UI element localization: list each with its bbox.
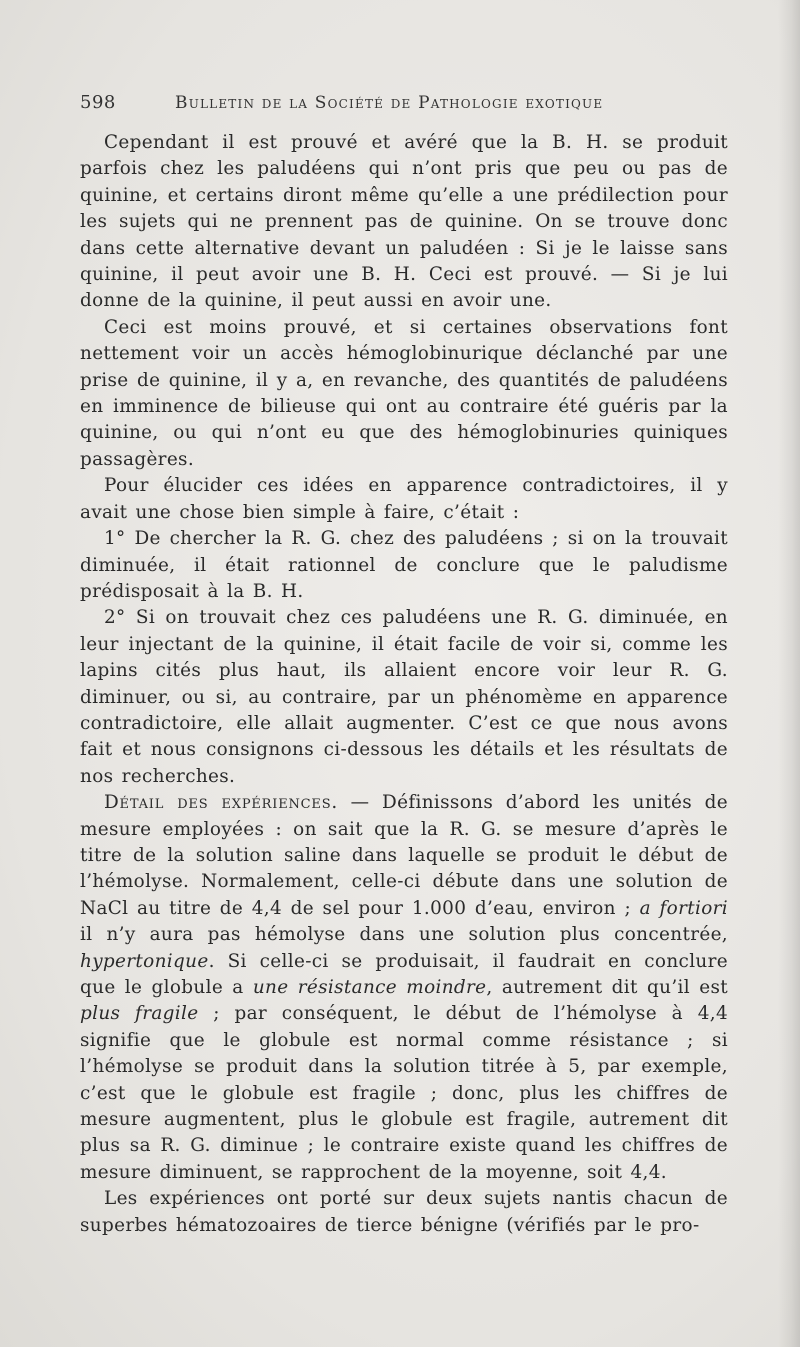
- text-segment: , autrement dit qu’il est: [486, 977, 728, 998]
- text-segment: 2° Si on trouvait chez ces paludéens une R. G. diminuée, en leur injectant de la quinine, il était facile de voir si, comme les lapins cités plus haut, ils allaient encore voir leur R. G. diminuer, ou si, au contraire, par un phénomème en apparence contradictoire, elle allait augmenter. C’est ce que nous avons fait et nous consignons ci-dessous les détails et les résultats de nos recherches.: [80, 607, 728, 787]
- section-heading: Détail des expériences.: [104, 792, 339, 814]
- paragraph: [80, 130, 728, 315]
- body-text: [80, 130, 728, 1239]
- text-segment: Les expériences ont porté sur deux sujets nantis chacun de superbes hématozoaires de tierce bénigne (vérifiés par le pro-: [80, 1188, 728, 1236]
- paragraph: [80, 315, 728, 473]
- italic-text: plus fragile: [80, 1003, 199, 1025]
- text-segment: ; par conséquent, le début de l’hémolyse à 4,4 signifie que le globule est normal comme résistance ; si l’hémolyse se produit dans la solution titrée à 5, par exemple, c’est que le globule est fragile ; donc, plus les chiffres de mesure augmentent, plus le globule est fragile, autrement dit plus sa R. G. diminue ; le contraire existe quand les chiffres de mesure diminuent, se rapprochent de la moyenne, soit 4,4.: [80, 1003, 728, 1183]
- journal-title: Bulletin de la Société de Pathologie exotique: [175, 93, 604, 113]
- text-segment: Ceci est moins prouvé, et si certaines observations font nettement voir un accès hémoglobinurique déclanché par une prise de quinine, il y a, en revanche, des quantités de paludéens en imminence de bilieuse qui ont au contraire été guéris par la quinine, ou qui n’ont eu que des hémoglobinuries quiniques passagères.: [80, 316, 728, 470]
- page-edge-shadow: [778, 0, 800, 1347]
- running-head: [80, 92, 728, 122]
- paragraph: [80, 605, 728, 790]
- text-segment: . Si celle-ci se produisait, il faudrait en conclure que le globule a: [80, 950, 728, 998]
- text-segment: — Définissons d’abord les unités de mesure employées : on sait que la R. G. se mesure d’après le titre de la solution saline dans laquelle se produit le début de l’hémolyse. Normalement, celle-ci débute dans une solution de NaCl au titre de 4,4 de sel pour 1.000 d’eau, environ ;: [80, 792, 728, 919]
- paragraph: [80, 1186, 728, 1239]
- paragraph: [80, 790, 728, 1186]
- italic-text: hypertonique: [80, 950, 209, 972]
- text-segment: 1° De chercher la R. G. chez des paludéens ; si on la trouvait diminuée, il était rationnel de conclure que le paludisme prédisposait à la B. H.: [80, 528, 728, 602]
- page-number: 598: [80, 92, 116, 113]
- paragraph: [80, 473, 728, 526]
- italic-text: a fortiori: [639, 897, 729, 919]
- book-page: [80, 92, 728, 1239]
- italic-text: une résistance moindre: [252, 977, 487, 998]
- text-segment: il n’y aura pas hémolyse dans une solution plus concentrée,: [80, 924, 728, 946]
- text-segment: Pour élucider ces idées en apparence contradictoires, il y avait une chose bien simple à faire, c’était :: [80, 475, 728, 523]
- paragraph: [80, 526, 728, 605]
- text-segment: Cependant il est prouvé et avéré que la B. H. se produit parfois chez les paludéens qui n’ont pris que peu ou pas de quinine, et certains diront même qu’elle a une prédilection pour les sujets qui ne prennent pas de quinine. On se trouve donc dans cette alternative devant un paludéen : Si je le laisse sans quinine, il peut avoir une B. H. Ceci est prouvé. — Si je lui donne de la quinine, il peut aussi en avoir une.: [80, 132, 728, 312]
